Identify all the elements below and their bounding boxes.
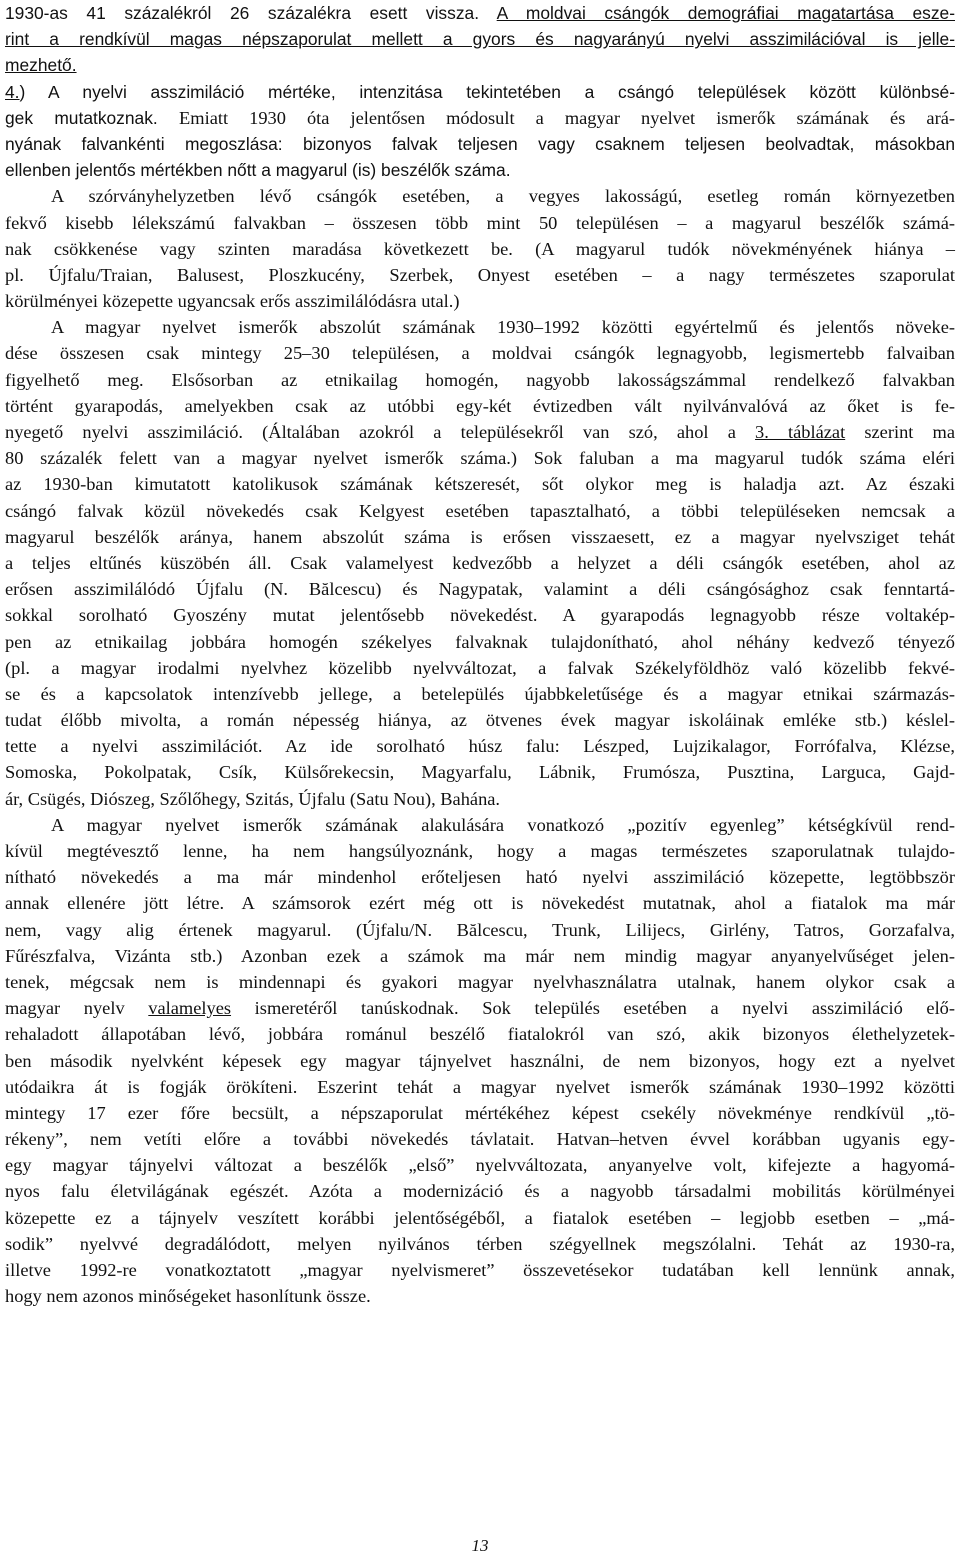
- text-span: figyelhető meg. Elsősorban az etnikailag homogén, nagyobb lakosságszámmal rendelkező falvakban: [5, 369, 955, 390]
- underlined-text: 3. táblázat: [755, 422, 846, 442]
- page-number: 13: [471, 1536, 489, 1555]
- text-line: [5, 288, 955, 314]
- text-line: [5, 655, 955, 681]
- underlined-text: 4.: [5, 81, 20, 102]
- text-span: nak csökkenése vagy szinten maradása következett be. (A magyarul tudók növekményének hiánya –: [5, 238, 955, 259]
- text-line: [5, 236, 955, 262]
- document-page: [5, 0, 955, 1309]
- text-line: [5, 1074, 955, 1100]
- text-span: pen az etnikailag jobbára homogén székelyes falvaknak tulajdonítható, ahol néhány kedvező tényező: [5, 631, 955, 652]
- text-line: [5, 1178, 955, 1204]
- text-line: [5, 419, 955, 445]
- text-span: fekvő kisebb lélekszámú falvakban – összesen több mint 50 településen – a magyarul beszélők számá-: [5, 212, 955, 233]
- text-line: [5, 917, 955, 943]
- text-line: [5, 79, 955, 105]
- text-span: ismeretéről tanúskodnak. Sok település esetében a nyelvi asszimiláció elő-: [231, 998, 955, 1019]
- text-line: [5, 733, 955, 759]
- text-line: [5, 550, 955, 576]
- text-line: [5, 1048, 955, 1074]
- text-line: [5, 890, 955, 916]
- text-span: A magyar nyelvet ismerők abszolút számának 1930–1992 közötti egyértelmű és jelentős növeke-: [51, 317, 955, 338]
- text-line: [5, 393, 955, 419]
- text-span: ben második nyelvként képesek egy magyar tájnyelvet használni, de nem bizonyos, hogy ezt a nyelvet: [5, 1050, 955, 1071]
- text-span: nítható növekedés a ma már mindenhol erőteljesen ható nyelvi asszimiláció közepette, legtöbbször: [5, 867, 955, 888]
- text-line: [5, 52, 955, 78]
- text-span: ellenben jelentős mértékben nőtt a magyarul (is) beszélők száma.: [5, 160, 511, 181]
- text-line: [5, 471, 955, 497]
- text-span: Fűrészfalva, Vizánta stb.) Azonban ezek a számok ma már nem mindig magyar anyanyelvűséget jelen-: [5, 945, 955, 966]
- text-span: tenek, mégcsak nem is mindennapi és gyakori magyar nyelvhasználatra utalnak, hanem olykor csak a: [5, 971, 955, 992]
- text-line: [5, 1100, 955, 1126]
- underlined-text: valamelyes: [148, 998, 232, 1019]
- text-line: [5, 26, 955, 52]
- text-span: tudat élőbb mivolta, a román népesség hiánya, az ötvenes évek magyar iskoláinak emléke stb.) késlel-: [5, 710, 955, 731]
- text-line: [5, 838, 955, 864]
- text-span: sokkal sorolható Gyoszény mutat jelentősebb növekedést. A gyarapodás legnagyobb része voltakép-: [5, 605, 955, 626]
- text-line: [5, 157, 955, 183]
- text-line: [5, 681, 955, 707]
- text-line: [5, 1257, 955, 1283]
- text-span: utódaikra át is fogják örökíteni. Eszerint tehát a magyar nyelvet ismerők számának 1930–1992 közötti: [5, 1076, 955, 1097]
- text-line: [5, 524, 955, 550]
- underlined-text: A moldvai csángók demográfiai magatartása esze-: [496, 3, 955, 23]
- text-line: [5, 602, 955, 628]
- text-span: (pl. a magyar irodalmi nyelvhez közelibb nyelvváltozat, a falvak Székelyföldhöz való közelibb fekvé-: [5, 657, 955, 678]
- text-line: [5, 969, 955, 995]
- text-span: nem, vagy alig értenek magyarul. (Újfalu/N. Bălcescu, Trunk, Lilijecs, Girlény, Tatros, Gorzafalva,: [5, 919, 955, 940]
- text-span: 1930-as 41 százalékról 26 százalékra esett vissza.: [5, 3, 497, 23]
- text-span: csángó falvak közül növekedés csak Kelgyest esetében tapasztalható, a többi településeken nemcsak a: [5, 500, 955, 521]
- text-span: az 1930-ban kimutatott katolikusok számának kétszeresét, sőt olykor meg is haladja azt. Az északi: [5, 474, 955, 495]
- text-line: [5, 262, 955, 288]
- text-line: [5, 576, 955, 602]
- text-span: Somoska, Pokolpatak, Csík, Külsőrekecsin, Magyarfalu, Lábnik, Frumósza, Pusztina, Larguca, Gajd-: [5, 762, 955, 783]
- underlined-text: rint a rendkívül magas népszaporulat mellett a gyors és nagyarányú nyelvi asszimilációval is jelle-: [5, 29, 955, 50]
- text-line: [5, 498, 955, 524]
- text-span: A magyar nyelvet ismerők számának alakulására vonatkozó „pozitív egyenleg” kétségkívül rend-: [51, 814, 955, 835]
- text-span: történt gyarapodás, amelyekben csak az utóbbi egy-két évtizedben vált nyilvánvalóvá az őket is fe-: [5, 395, 955, 416]
- text-span: annak ellenére jött létre. A számsorok ezért még ott is növekedést mutatnak, ahol a fiatalok ma már: [5, 893, 955, 914]
- text-line: [5, 786, 955, 812]
- text-span: A szórványhelyzetben lévő csángók esetében, a vegyes lakosságú, esetleg román környezetben: [51, 186, 955, 207]
- underlined-text: mezhető.: [5, 55, 77, 76]
- text-line: [5, 943, 955, 969]
- text-line: [5, 210, 955, 236]
- text-span: tette a nyelvi asszimilációt. Az ide sorolható húsz falu: Lészped, Lujzikalagor, Forrófalva, Klézse,: [5, 736, 955, 757]
- text-span: illetve 1992-re vonatkoztatott „magyar nyelvismeret” összevetésekor tudatában kell lennünk annak,: [5, 1260, 955, 1280]
- text-span: gek mutatkoznak.: [5, 107, 180, 128]
- text-line: [5, 105, 955, 131]
- text-line: [5, 0, 955, 26]
- text-span: mintegy 17 ezer főre becsült, a népszaporulat mértékéhez képest csekély növekménye rendkívül „tö-: [5, 1102, 955, 1123]
- text-span: kívül megtévesztő lenne, ha nem hangsúlyoznánk, hogy a magas természetes szaporulatnak tulajdo-: [5, 841, 955, 861]
- text-span: közepette ez a tájnyelv veszített korábbi jelentőségéből, a fiatalok esetében – legjobb esetben – „má-: [5, 1207, 955, 1228]
- text-line: [5, 812, 955, 838]
- text-span: rehaladott állapotában lévő, jobbára románul beszélő fiatalokról van szó, akik bizonyos élethelyzetek-: [5, 1024, 955, 1045]
- text-line: [5, 1231, 955, 1257]
- text-line: [5, 131, 955, 157]
- text-line: [5, 864, 955, 890]
- text-span: Emiatt 1930 óta jelentősen módosult a magyar nyelvet ismerők számának és ará-: [179, 107, 955, 128]
- text-line: [5, 445, 955, 471]
- text-line: [5, 1283, 955, 1309]
- text-line: [5, 340, 955, 366]
- text-line: [5, 1126, 955, 1152]
- text-span: körülményei közepette ugyancsak erős asszimilálódásra utal.): [5, 291, 460, 312]
- text-line: [5, 995, 955, 1021]
- text-line: [5, 629, 955, 655]
- text-line: [5, 1152, 955, 1178]
- text-line: [5, 314, 955, 340]
- text-span: erősen asszimilálódó Újfalu (N. Bălcescu) és Nagypatak, valamint a déli csángósághoz csak fenntartá-: [5, 579, 955, 600]
- text-line: [5, 759, 955, 785]
- text-span: nyegető nyelvi asszimiláció. (Általában azokról a településekről van szó, ahol a: [5, 422, 756, 442]
- text-line: [5, 367, 955, 393]
- text-span: pl. Újfalu/Traian, Balusest, Ploszkucény, Szerbek, Onyest esetében – a nagy természetes szaporulat: [5, 264, 955, 285]
- text-span: 80 százalék felett van a magyar nyelvet ismerők száma.) Sok faluban a ma magyarul tudók száma eléri: [5, 448, 955, 469]
- text-span: rékeny”, nem vetíti előre a további növekedés távlatait. Hatvan–hetven évvel korábban ugyanis egy-: [5, 1129, 955, 1150]
- text-line: [5, 707, 955, 733]
- text-span: hogy nem azonos minőségeket hasonlítunk össze.: [5, 1286, 371, 1307]
- text-line: [5, 1021, 955, 1047]
- text-span: nyos falu életvilágának egészét. Azóta a modernizáció és a nagyobb társadalmi mobilitás körülményei: [5, 1181, 955, 1202]
- text-span: nyának falvankénti megoszlása: bizonyos falvak teljesen vagy csaknem teljesen beolvadtak, másokban: [5, 133, 955, 154]
- text-span: se és a kapcsolatok intenzívebb jellege, a betelepülés újabbkeletűsége és a magyar etnikai származás-: [5, 683, 955, 704]
- text-span: sodik” nyelvvé degradálódott, melyen nyilvános térben szégyellnek megszólalni. Tehát az 1930-ra,: [5, 1233, 955, 1254]
- text-line: [5, 1205, 955, 1231]
- text-span: ) A nyelvi asszimiláció mértéke, intenzitása tekintetében a csángó települések között különbsé-: [19, 81, 955, 102]
- text-span: a teljes eltűnés küszöbén áll. Csak valamelyest kedvezőbb a helyzet a déli csángók esetében, ahol az: [5, 552, 955, 573]
- text-span: szerint ma: [845, 422, 956, 442]
- text-span: magyarul beszélők aránya, hanem abszolút száma is erősen visszaesett, ez a magyar nyelvsziget tehát: [5, 526, 955, 547]
- text-line: [5, 183, 955, 209]
- text-span: dése összesen csak mintegy 25–30 településen, a moldvai csángók legnagyobb, legismertebb falvaiban: [5, 343, 955, 364]
- text-span: egy magyar tájnyelvi változat a beszélők „első” nyelvváltozata, anyanyelve volt, kifejezte a hagyomá-: [5, 1155, 955, 1176]
- text-span: magyar nyelv: [5, 998, 149, 1019]
- text-span: ár, Csügés, Diószeg, Szőlőhegy, Szitás, Újfalu (Satu Nou), Bahána.: [5, 788, 501, 809]
